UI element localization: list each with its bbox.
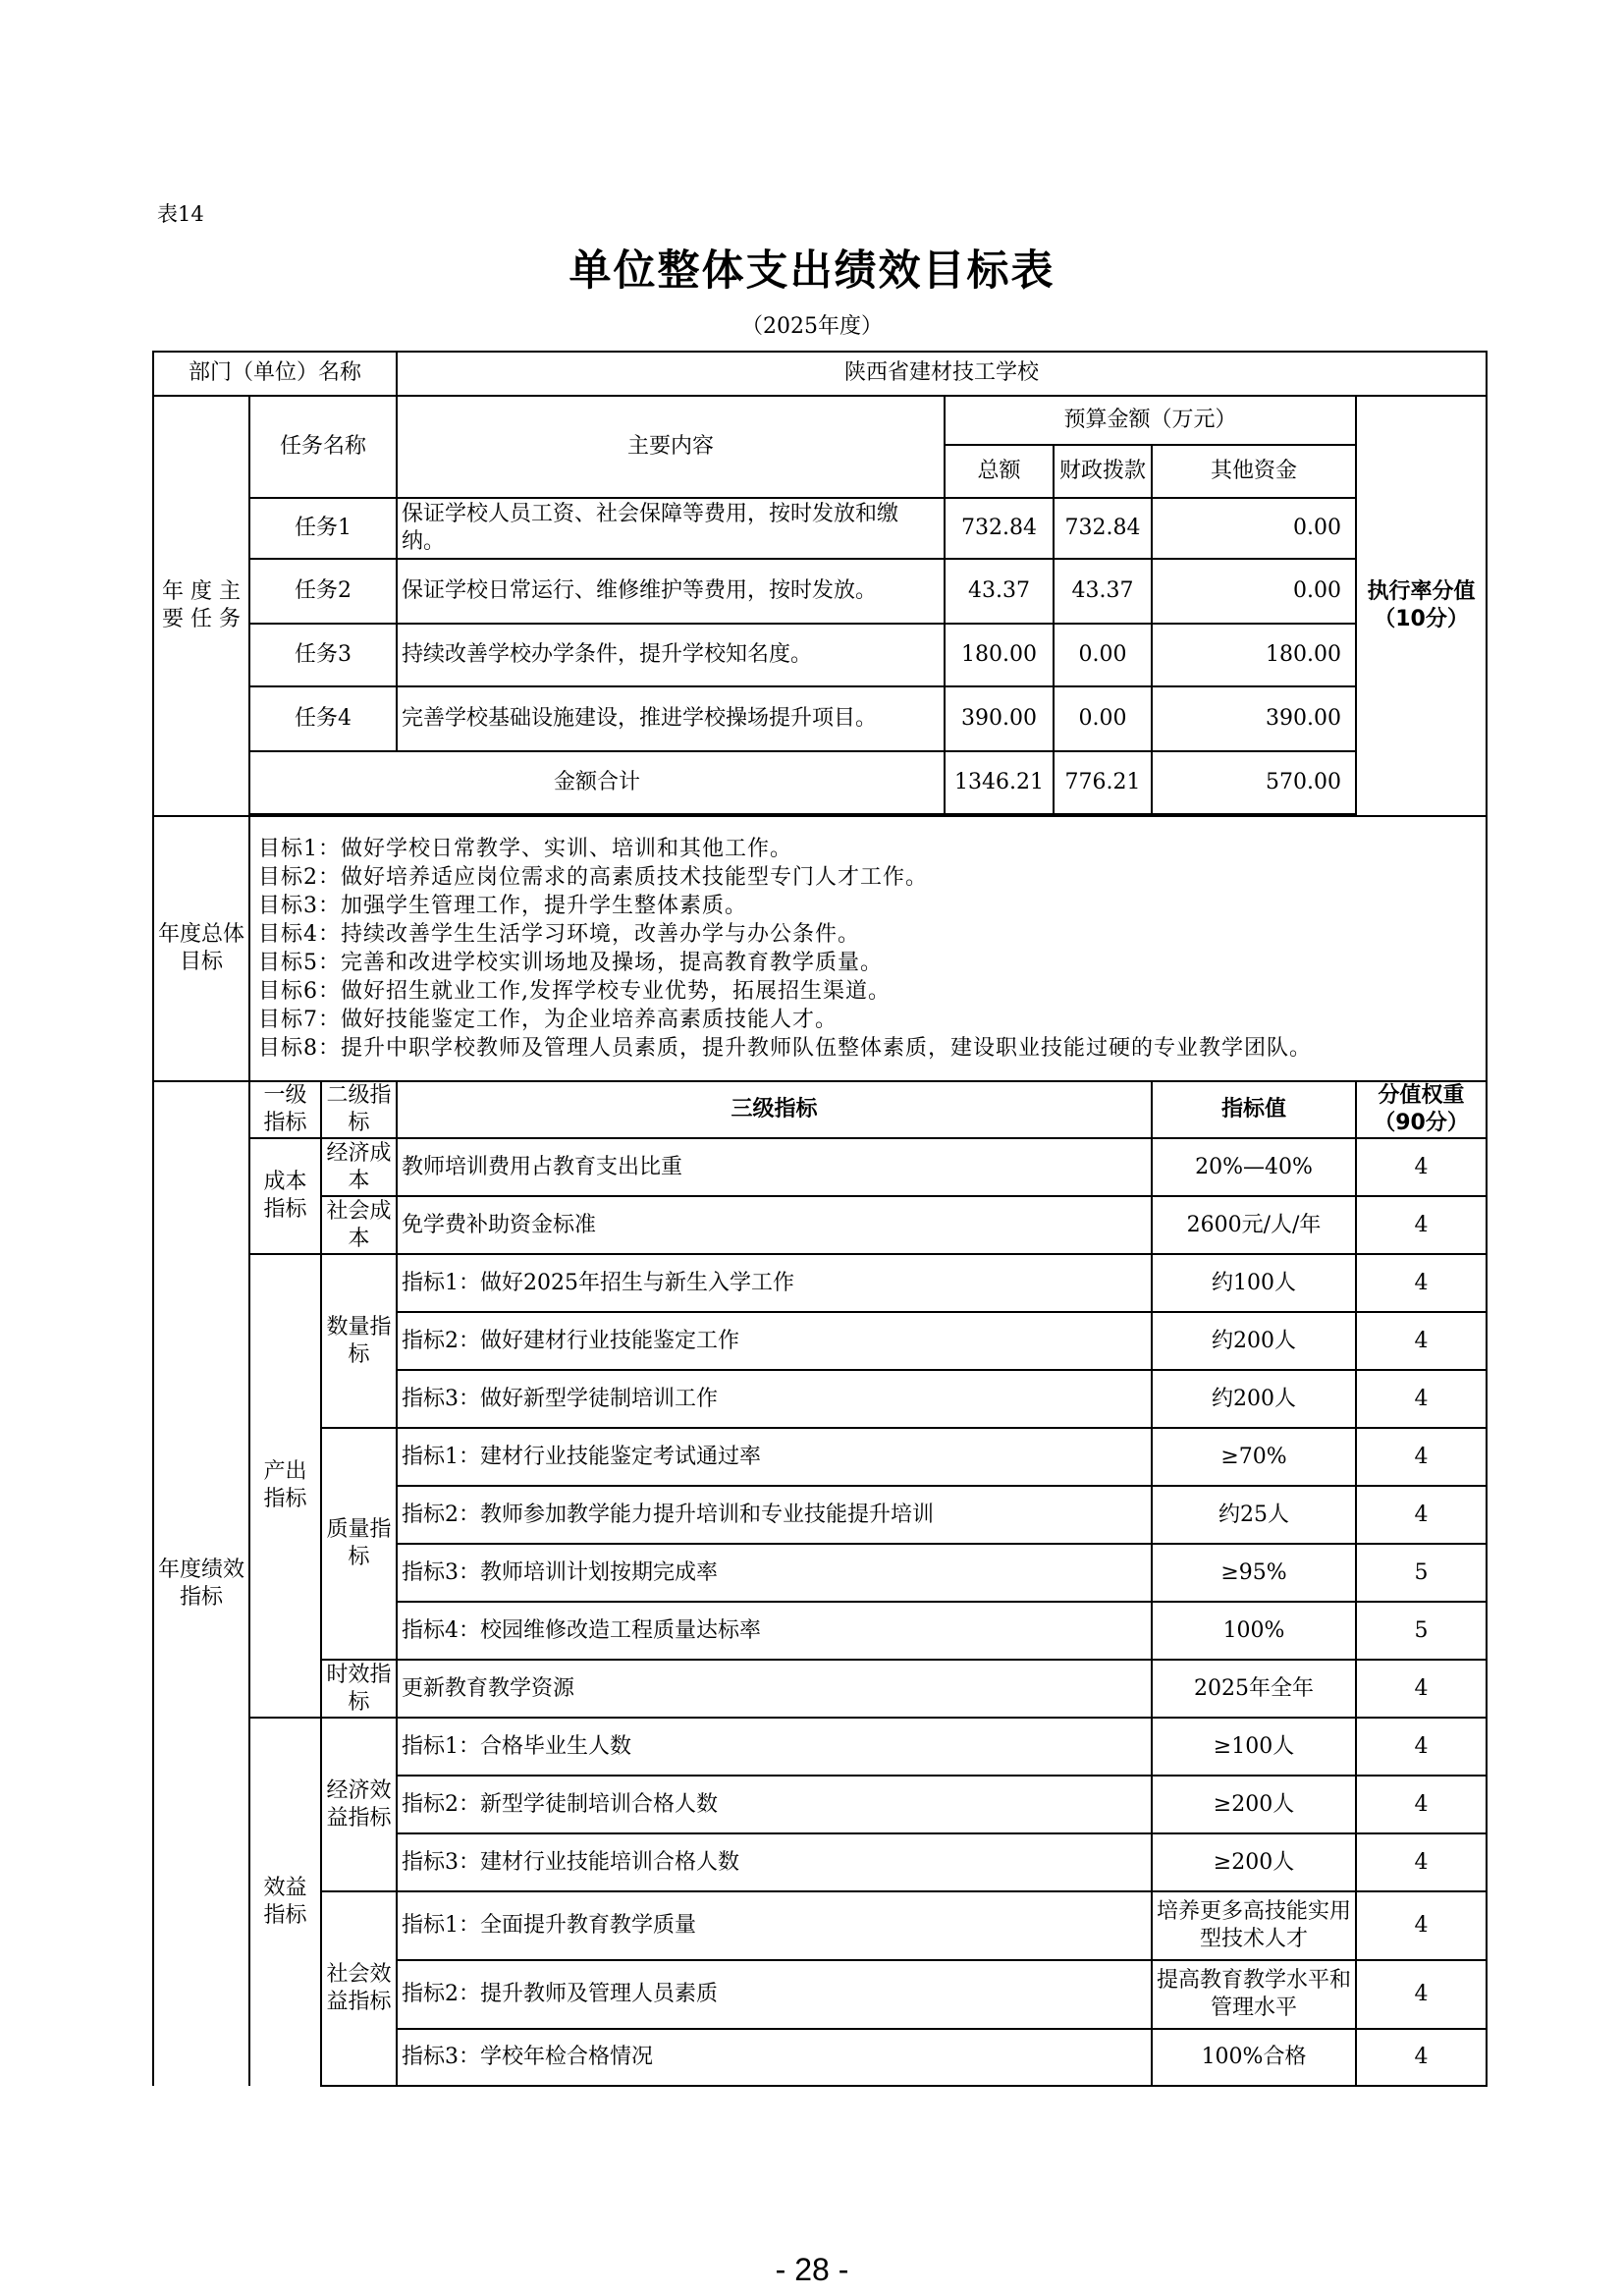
weight-header: 分值权重（90分）	[1356, 1081, 1487, 1138]
indicator-value: 约200人	[1152, 1370, 1356, 1428]
indicator-weight: 4	[1356, 1833, 1487, 1891]
indicator-name: 更新教育教学资源	[397, 1660, 1152, 1718]
indicator-name: 指标1：建材行业技能鉴定考试通过率	[397, 1428, 1152, 1486]
level1-header: 一级指标	[249, 1081, 321, 1138]
indicator-row	[153, 1891, 1487, 1960]
quality-indicator-label: 质量指标	[321, 1428, 397, 1660]
task-total: 180.00	[945, 624, 1054, 686]
task-other: 0.00	[1152, 559, 1356, 624]
other-funds-header: 其他资金	[1152, 445, 1356, 498]
goal-item: 目标6：做好招生就业工作,发挥学校专业优势，拓展招生渠道。	[258, 979, 891, 1005]
indicator-weight: 4	[1356, 1428, 1487, 1486]
table-number: 表14	[157, 202, 204, 226]
task-name: 任务4	[249, 686, 397, 751]
indicator-weight: 5	[1356, 1602, 1487, 1660]
task-fiscal: 0.00	[1054, 624, 1152, 686]
indicator-name: 指标2：提升教师及管理人员素质	[397, 1960, 1152, 2029]
indicator-weight: 4	[1356, 1776, 1487, 1833]
economic-benefit-label: 经济效益指标	[321, 1718, 397, 1891]
indicator-name: 指标3：学校年检合格情况	[397, 2029, 1152, 2086]
indicator-row	[153, 1138, 1487, 1196]
economic-cost-label: 经济成本	[321, 1138, 397, 1196]
indicator-value: ≥200人	[1152, 1833, 1356, 1891]
page-title: 单位整体支出绩效目标表	[568, 246, 1056, 296]
cost-indicator-label: 成本指标	[249, 1138, 321, 1254]
total-header: 总额	[945, 445, 1054, 498]
indicator-name: 教师培训费用占教育支出比重	[397, 1138, 1152, 1196]
level2-header: 二级指标	[321, 1081, 397, 1138]
indicator-value: ≥95%	[1152, 1544, 1356, 1602]
sum-label: 金额合计	[249, 751, 945, 814]
annual-goals-label: 年度总体目标	[153, 816, 249, 1081]
sum-other: 570.00	[1152, 751, 1356, 814]
indicator-value: 2025年全年	[1152, 1660, 1356, 1718]
indicator-weight: 4	[1356, 1486, 1487, 1544]
indicator-weight: 4	[1356, 1891, 1487, 1960]
budget-header: 预算金额（万元）	[945, 396, 1356, 445]
task-name: 任务3	[249, 624, 397, 686]
indicator-value: 2600元/人/年	[1152, 1196, 1356, 1254]
indicator-value: ≥100人	[1152, 1718, 1356, 1776]
indicator-weight: 4	[1356, 1718, 1487, 1776]
task-total: 43.37	[945, 559, 1054, 624]
goal-item: 目标1：做好学校日常教学、实训、培训和其他工作。	[258, 836, 792, 861]
indicator-value: 培养更多高技能实用型技术人才	[1152, 1891, 1356, 1960]
timeliness-indicator-label: 时效指标	[321, 1660, 397, 1718]
indicator-name: 指标1：合格毕业生人数	[397, 1718, 1152, 1776]
goal-item: 目标8：提升中职学校教师及管理人员素质，提升教师队伍整体素质，建设职业技能过硬的专业教学团队。	[258, 1036, 1313, 1062]
indicator-name: 指标1：全面提升教育教学质量	[397, 1891, 1152, 1960]
indicator-value: 100%合格	[1152, 2029, 1356, 2086]
indicator-name: 指标3：做好新型学徒制培训工作	[397, 1370, 1152, 1428]
task-total: 732.84	[945, 498, 1054, 559]
sum-row	[153, 751, 1487, 814]
social-cost-label: 社会成本	[321, 1196, 397, 1254]
performance-indicators-label: 年度绩效指标	[153, 1081, 249, 2086]
annual-tasks-label: 年 度 主 要 任 务	[153, 396, 249, 816]
task-row	[153, 498, 1487, 559]
task-content: 保证学校人员工资、社会保障等费用，按时发放和缴纳。	[397, 498, 945, 559]
indicator-row	[153, 1254, 1487, 1312]
task-total: 390.00	[945, 686, 1054, 751]
indicator-weight: 4	[1356, 1660, 1487, 1718]
goal-item: 目标4：持续改善学生生活学习环境，改善办学与办公条件。	[258, 921, 860, 947]
fiscal-header: 财政拨款	[1054, 445, 1152, 498]
execution-rate-header: 执行率分值（10分）	[1356, 396, 1487, 816]
indicator-value: 提高教育教学水平和管理水平	[1152, 1960, 1356, 2029]
indicator-weight: 4	[1356, 1960, 1487, 2029]
task-fiscal: 43.37	[1054, 559, 1152, 624]
social-benefit-label: 社会效益指标	[321, 1891, 397, 2086]
indicator-row	[153, 1428, 1487, 1486]
indicator-weight: 4	[1356, 2029, 1487, 2086]
task-name: 任务2	[249, 559, 397, 624]
task-other: 390.00	[1152, 686, 1356, 751]
sum-total: 1346.21	[945, 751, 1054, 814]
task-name: 任务1	[249, 498, 397, 559]
task-content: 保证学校日常运行、维修维护等费用，按时发放。	[397, 559, 945, 624]
goal-item: 目标2：做好培养适应岗位需求的高素质技术技能型专门人才工作。	[258, 864, 928, 890]
task-fiscal: 0.00	[1054, 686, 1152, 751]
indicator-row	[153, 1196, 1487, 1254]
benefit-indicator-label: 效益指标	[249, 1718, 321, 2086]
annual-goals	[249, 816, 1487, 1081]
unit-name-label: 部门（单位）名称	[153, 352, 397, 396]
indicator-name: 指标2：做好建材行业技能鉴定工作	[397, 1312, 1152, 1370]
quantity-indicator-label: 数量指标	[321, 1254, 397, 1428]
task-name-header: 任务名称	[249, 396, 397, 498]
indicator-weight: 4	[1356, 1138, 1487, 1196]
indicator-weight: 4	[1356, 1196, 1487, 1254]
indicator-name: 指标3：建材行业技能培训合格人数	[397, 1833, 1152, 1891]
indicator-value: 约200人	[1152, 1312, 1356, 1370]
goal-item: 目标7：做好技能鉴定工作，为企业培养高素质技能人才。	[258, 1008, 838, 1033]
indicator-value: ≥200人	[1152, 1776, 1356, 1833]
indicator-name: 免学费补助资金标准	[397, 1196, 1152, 1254]
indicator-name: 指标2：教师参加教学能力提升培训和专业技能提升培训	[397, 1486, 1152, 1544]
task-row	[153, 559, 1487, 624]
indicator-weight: 5	[1356, 1544, 1487, 1602]
goal-item: 目标3：加强学生管理工作，提升学生整体素质。	[258, 893, 747, 918]
task-other: 180.00	[1152, 624, 1356, 686]
task-row	[153, 624, 1487, 686]
task-other: 0.00	[1152, 498, 1356, 559]
page-number: - 28 -	[775, 2252, 849, 2287]
sum-fiscal: 776.21	[1054, 751, 1152, 814]
indicator-value: 约100人	[1152, 1254, 1356, 1312]
performance-target-table	[152, 351, 1488, 2087]
indicator-name: 指标3：教师培训计划按期完成率	[397, 1544, 1152, 1602]
task-content: 持续改善学校办学条件，提升学校知名度。	[397, 624, 945, 686]
indicator-weight: 4	[1356, 1312, 1487, 1370]
indicator-value: 100%	[1152, 1602, 1356, 1660]
indicator-name: 指标1：做好2025年招生与新生入学工作	[397, 1254, 1152, 1312]
task-content: 完善学校基础设施建设，推进学校操场提升项目。	[397, 686, 945, 751]
indicator-value-header: 指标值	[1152, 1081, 1356, 1138]
unit-name-value: 陕西省建材技工学校	[397, 352, 1487, 396]
task-row	[153, 686, 1487, 751]
level3-header: 三级指标	[397, 1081, 1152, 1138]
indicator-weight: 4	[1356, 1370, 1487, 1428]
output-indicator-label: 产出指标	[249, 1254, 321, 1718]
indicator-row	[153, 1718, 1487, 1776]
indicator-weight: 4	[1356, 1254, 1487, 1312]
indicator-row	[153, 1660, 1487, 1718]
indicator-name: 指标4：校园维修改造工程质量达标率	[397, 1602, 1152, 1660]
indicator-name: 指标2：新型学徒制培训合格人数	[397, 1776, 1152, 1833]
indicator-value: ≥70%	[1152, 1428, 1356, 1486]
indicator-value: 约25人	[1152, 1486, 1356, 1544]
goal-item: 目标5：完善和改进学校实训场地及操场，提高教育教学质量。	[258, 951, 883, 975]
task-fiscal: 732.84	[1054, 498, 1152, 559]
fiscal-year: （2025年度）	[741, 314, 883, 339]
indicator-value: 20%—40%	[1152, 1138, 1356, 1196]
main-content-header: 主要内容	[397, 396, 945, 498]
